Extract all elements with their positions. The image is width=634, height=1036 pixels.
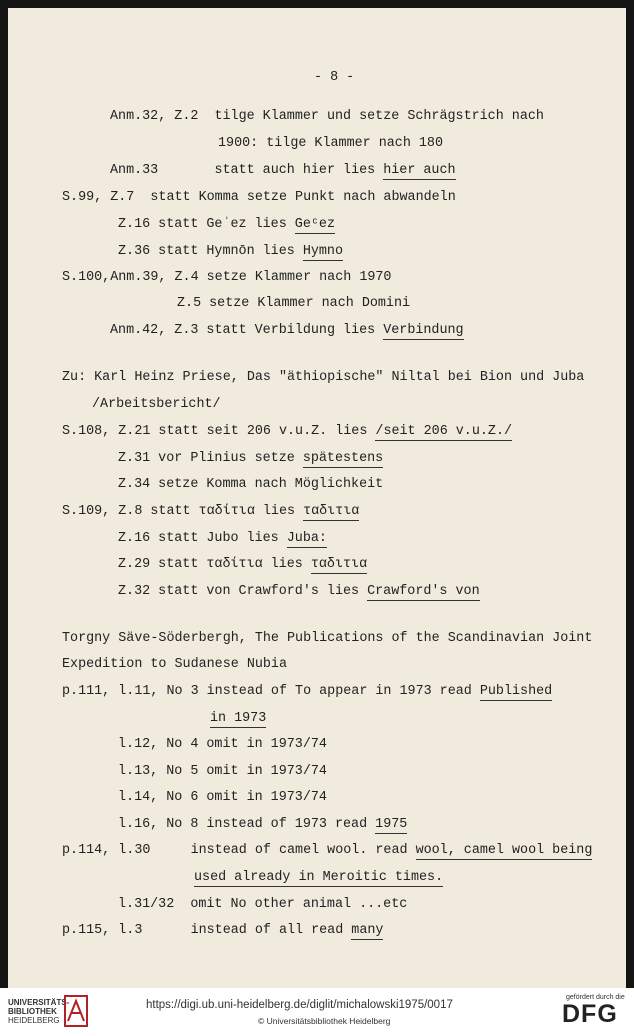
line-s108: S.108, Z.21 statt seit 206 v.u.Z. lies /seit 206 v.u.Z./ xyxy=(62,424,513,439)
line-p111-l12: l.12, No 4 omit in 1973/74 xyxy=(118,737,327,752)
line-s109-z29: Z.29 statt ταδίτια lies ταδιτια xyxy=(118,557,368,572)
line-s100-z5: Z.5 setze Klammer nach Domini xyxy=(177,296,411,311)
line-s108-z31: Z.31 vor Plinius setze spätestens xyxy=(118,451,384,466)
library-logo-icon xyxy=(64,995,88,1027)
line-anm33: Anm.33 statt auch hier lies hier auch xyxy=(110,163,456,178)
line-s109-z32: Z.32 statt von Crawford's lies Crawford's von xyxy=(118,584,480,599)
line-anm32-cont: 1900: tilge Klammer nach 180 xyxy=(218,136,443,151)
document-page xyxy=(8,8,626,988)
line-anm42: Anm.42, Z.3 statt Verbildung lies Verbindung xyxy=(110,323,464,338)
permalink-url[interactable]: https://digi.ub.uni-heidelberg.de/diglit/michalowski1975/0017 xyxy=(146,999,453,1011)
line-p114-l31: l.31/32 omit No other animal ...etc xyxy=(118,897,408,912)
line-p111-l16: l.16, No 8 instead of 1973 read 1975 xyxy=(118,817,408,832)
line-s99-z16: Z.16 statt Geʾez lies Geᶜez xyxy=(118,217,335,232)
section-heading-priese-cont: /Arbeitsbericht/ xyxy=(92,397,221,412)
line-p115-l3: p.115, l.3 instead of all read many xyxy=(62,923,384,938)
library-name-line1: UNIVERSITÄTS- xyxy=(8,998,70,1007)
line-anm32: Anm.32, Z.2 tilge Klammer und setze Schrägstrich nach xyxy=(110,109,544,124)
page-number: - 8 - xyxy=(314,70,355,85)
line-s109: S.109, Z.8 statt ταδίτια lies ταδιτια xyxy=(62,504,360,519)
line-p111-l14: l.14, No 6 omit in 1973/74 xyxy=(118,790,327,805)
line-s99-z36: Z.36 statt Hymnōn lies Hymno xyxy=(118,244,344,259)
copyright-text: © Universitätsbibliothek Heidelberg xyxy=(258,1016,391,1026)
dfg-logo: DFG xyxy=(562,1000,618,1028)
viewer-footer xyxy=(0,988,634,1036)
line-p111-l11-cont: in 1973 xyxy=(210,711,267,726)
line-s108-z34: Z.34 setze Komma nach Möglichkeit xyxy=(118,477,384,492)
line-p111-l13: l.13, No 5 omit in 1973/74 xyxy=(118,764,327,779)
library-name-line2: BIBLIOTHEK xyxy=(8,1007,57,1016)
line-s100: S.100,Anm.39, Z.4 setze Klammer nach 1970 xyxy=(62,270,392,285)
line-p114-l30-cont: used already in Meroitic times. xyxy=(194,870,444,885)
funding-text: gefördert durch die xyxy=(566,994,625,1001)
line-p114-l30: p.114, l.30 instead of camel wool. read wool, camel wool being xyxy=(62,843,593,858)
line-s99-z7: S.99, Z.7 statt Komma setze Punkt nach abwandeln xyxy=(62,190,456,205)
section-heading-save-soderbergh-cont: Expedition to Sudanese Nubia xyxy=(62,657,287,672)
line-s109-z16: Z.16 statt Jubo lies Juba: xyxy=(118,531,327,546)
section-heading-save-soderbergh: Torgny Säve-Söderbergh, The Publications of the Scandinavian Joint xyxy=(62,631,593,646)
library-name xyxy=(8,998,69,1025)
section-heading-priese: Zu: Karl Heinz Priese, Das "äthiopische" Niltal bei Bion und Juba xyxy=(62,370,585,385)
line-p111-l11: p.111, l.11, No 3 instead of To appear in 1973 read Published xyxy=(62,684,553,699)
library-name-line3: HEIDELBERG xyxy=(8,1016,60,1025)
